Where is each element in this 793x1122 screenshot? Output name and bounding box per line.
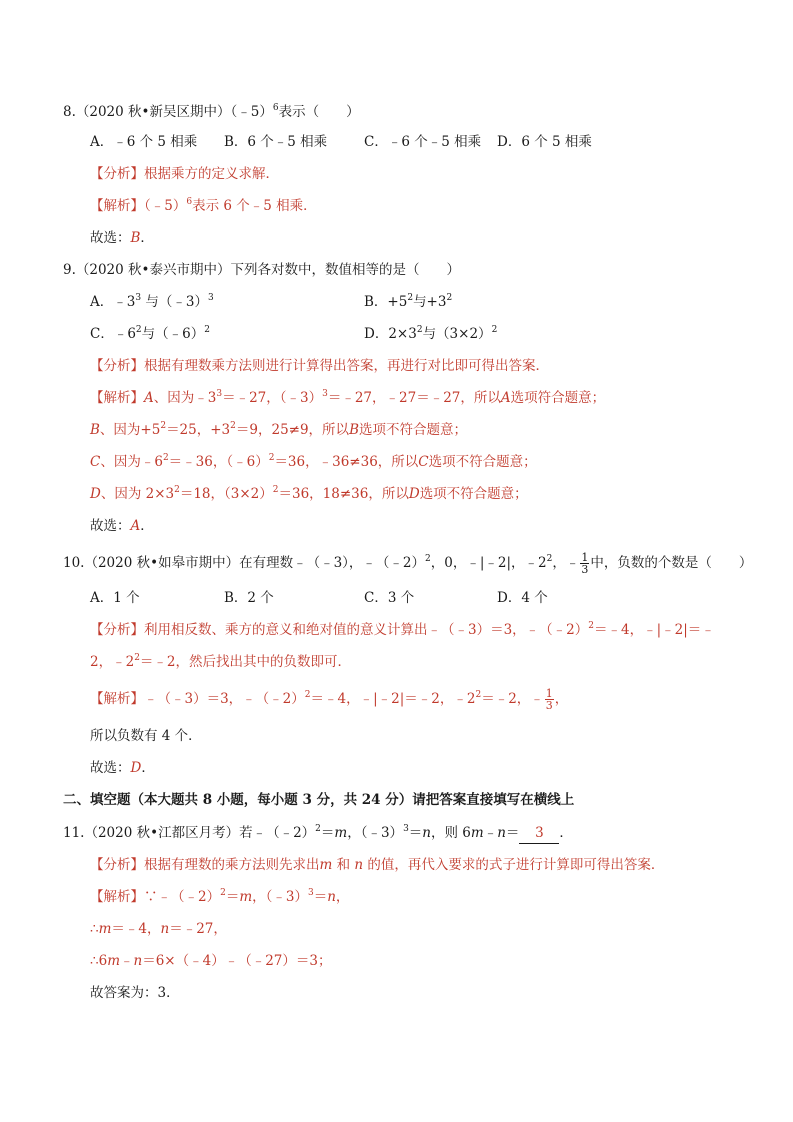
analysis-tag: 【分析】 — [90, 622, 144, 638]
fraction: $\frac{1}{3}$ — [545, 687, 553, 712]
q10-count: 所以负数有 4 个． — [90, 728, 202, 744]
q11-answer: 故答案为：3． — [90, 985, 180, 1001]
analysis-tag: 【分析】 — [90, 857, 144, 873]
q10-analysis: 【分析】利用相反数、乘方的意义和绝对值的意义计算出﹣（﹣3）＝3，﹣（﹣2）$^2$＝﹣4，﹣|﹣2|＝﹣ — [90, 621, 715, 638]
q10-answer: 故选：D． — [90, 760, 155, 776]
q8-option-b: B．6 个﹣5 相乘 — [224, 134, 328, 150]
q10-option-a: A．1 个 — [90, 590, 140, 606]
q11-solution-3: ∴6m﹣n＝6×（﹣4）﹣（﹣27）＝3； — [90, 953, 332, 969]
q9-option-d: D．$2\times 3^2$与$(3\times 2)^2$ — [364, 325, 498, 342]
section-heading: 二、填空题（本大题共 8 小题，每小题 3 分，共 24 分）请把答案直接填写在横线上 — [63, 792, 575, 808]
q9-option-c: C．$﹣6^2$与（﹣6）$^2$ — [90, 325, 210, 342]
q9-solution-b: B、因为$+5^2=25$，$+3^2=9$，25≠9，所以B选项不符合题意； — [90, 421, 467, 438]
q10-option-d: D．4 个 — [497, 590, 548, 606]
q10-analysis-cont: 2，$﹣2^2=﹣2$，然后找出其中的负数即可． — [90, 653, 352, 670]
q9-analysis: 【分析】根据有理数乘方法则进行计算得出答案，再进行对比即可得出答案． — [90, 358, 549, 374]
solution-tag: 【解析】 — [90, 390, 144, 406]
q9-solution-a: 【解析】A、因为$﹣3^3=﹣27$，（﹣3）$^3$＝﹣27，﹣27＝﹣27，所以A选项符合题意； — [90, 389, 606, 406]
solution-tag: 【解析】 — [90, 198, 144, 214]
analysis-tag: 【分析】 — [90, 166, 144, 182]
q9-option-b: B．$+5^2$与$+3^2$ — [364, 293, 453, 310]
analysis-tag: 【分析】 — [90, 358, 144, 374]
q8-stem: 8.（2020 秋•新吴区期中）（﹣5）$^6$表示（ ） — [63, 103, 360, 120]
q9-solution-d: D、因为 $2\times 3^2=18$，$(3\times 2)^2=36$，18≠36，所以D选项不符合题意； — [90, 485, 528, 502]
q8-option-d: D．6 个 5 相乘 — [497, 134, 592, 150]
q8-option-a: A．﹣6 个 5 相乘 — [90, 134, 198, 150]
q8-solution: 【解析】（﹣5）$^6$表示 6 个﹣5 相乘． — [90, 197, 317, 214]
q9-option-a: A．$﹣3^3$ 与（﹣3）$^3$ — [90, 293, 214, 310]
q11-solution-2: ∴m＝﹣4，n＝﹣27， — [90, 921, 227, 937]
q9-answer: 故选：A． — [90, 518, 154, 534]
q10-option-b: B．2 个 — [224, 590, 274, 606]
solution-tag: 【解析】 — [90, 889, 144, 905]
q11-solution-1: 【解析】∵﹣（﹣2）$^2$＝m，（﹣3）$^3$＝n， — [90, 888, 350, 905]
q10-solution: 【解析】﹣（﹣3）＝3，﹣（﹣2）$^2$＝﹣4，﹣|﹣2|＝﹣2，$﹣2^2=﹣2$，﹣ $\frac{1}{3}$ ， — [90, 687, 569, 712]
fraction: $\frac{1}{3}$ — [581, 551, 589, 576]
solution-tag: 【解析】 — [90, 691, 144, 707]
q11-analysis: 【分析】根据有理数的乘方法则先求出m 和 n 的值，再代入要求的式子进行计算即可得出答案． — [90, 857, 665, 873]
q11-stem: 11.（2020 秋•江都区月考）若﹣（﹣2）$^2$＝m，（﹣3）$^3$＝n，则 6m﹣n＝ 3 ． — [63, 825, 573, 844]
q8-answer: 故选：B． — [90, 230, 154, 246]
q8-analysis: 【分析】根据乘方的定义求解． — [90, 166, 279, 182]
q10-option-c: C．3 个 — [364, 590, 415, 606]
q9-stem: 9.（2020 秋•泰兴市期中）下列各对数中，数值相等的是（ ） — [63, 262, 460, 278]
q10-stem: 10.（2020 秋•如皋市期中）在有理数﹣（﹣3），﹣（﹣2）$^2$，0，﹣|﹣2|，$﹣2^2$，﹣ $\frac{1}{3}$ 中，负数的个数是（ ） — [63, 551, 753, 576]
q9-solution-c: C、因为$﹣6^2=﹣36$，（﹣6）$^2$＝36，﹣36≠36，所以C选项不符合题意； — [90, 453, 537, 470]
q8-option-c: C．﹣6 个﹣5 相乘 — [364, 134, 482, 150]
answer-blank: 3 — [519, 825, 559, 844]
